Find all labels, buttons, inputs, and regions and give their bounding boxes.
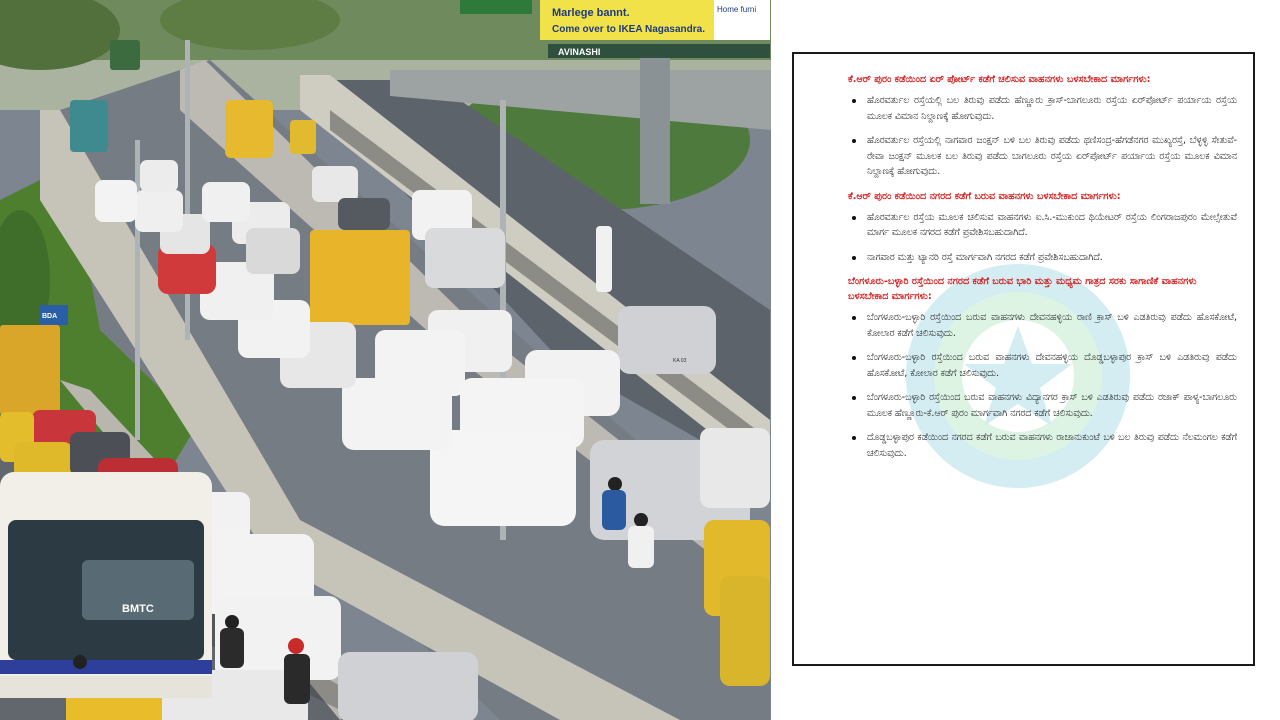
bmtc-bus [0, 472, 212, 698]
billboard-line2: Come over to IKEA Nagasandra. [552, 24, 706, 35]
list-item: ಹೊರವರ್ತುಲ ರಸ್ತೆಯಲ್ಲಿ ಬಲ ತಿರುವು ಪಡೆದು ಹೆಣ್ಣೂರು ಕ್ರಾಸ್-ಬಾಗಲೂರು ರಸ್ತೆಯ ಏರ್‌ಪೋರ್ಟ್ ಪರ್ಯಾಯ ರಸ್ತೆಯ ಮೂಲಕ ವಿಮಾನ ನಿಲ್ದಾಣಕ್ಕೆ ಹೋಗುವುದು. [812, 93, 1237, 124]
billboard-line1: Marlege bannt. [552, 7, 630, 19]
notice-content [812, 72, 1237, 470]
section-heading-goods-vehicle-routes: ಬೆಂಗಳೂರು-ಬಳ್ಳಾರಿ ರಸ್ತೆಯಿಂದ ನಗರದ ಕಡೆಗೆ ಬರುವ ಭಾರಿ ಮತ್ತು ಮಧ್ಯಮ ಗಾತ್ರದ ಸರಕು ಸಾಗಾಣಿಕೆ ವಾಹನಗಳು ಬಳಸಬೇಕಾದ ಮಾರ್ಗಗಳು: [848, 276, 1197, 302]
section-heading-city-routes: ಕೆ.ಆರ್ ಪುರಂ ಕಡೆಯಿಂದ ನಗರದ ಕಡೆಗೆ ಬರುವ ವಾಹನಗಳು ಬಳಸಬೇಕಾದ ಮಾರ್ಗಗಳು: [848, 190, 1121, 202]
list-item: ಹೊರವರ್ತುಲ ರಸ್ತೆಯ ಮೂಲಕ ಚಲಿಸುವ ವಾಹನಗಳು ಐ.ಸಿ.-ಮುಕುಂದ ಥಿಯೇಟರ್ ರಸ್ತೆಯ ಲಿಂಗರಾಜಪುರಂ ಮೇಲ್ಸೇತುವೆ ಮಾರ್ಗ ಮೂಲಕ ನಗರದ ಕಡೆಗೆ ಪ್ರವೇಶಿಸಬಹುದಾಗಿದೆ. [812, 210, 1237, 241]
list-item: ಬೆಂಗಳೂರು-ಬಳ್ಳಾರಿ ರಸ್ತೆಯಿಂದ ಬರುವ ವಾಹನಗಳು ದೇವನಹಳ್ಳಿಯ ರಾಣಿ ಕ್ರಾಸ್ ಬಳಿ ಎಡತಿರುವು ಪಡೆದು ಹೊಸಕೋಟೆ, ಕೋಲಾರ ಕಡೆಗೆ ಚಲಿಸುವುದು. [812, 310, 1237, 341]
billboard-right-text: Home furni [717, 5, 757, 14]
bda-sign: BDA [42, 313, 58, 320]
section-heading-airport-routes: ಕೆ.ಆರ್ ಪುರಂ ಕಡೆಯಿಂದ ಏರ್ ಪೋರ್ಟ್ ಕಡೆಗೆ ಚಲಿಸುವ ವಾಹನಗಳು ಬಳಸಬೇಕಾದ ಮಾರ್ಗಗಳು: [848, 74, 1151, 85]
airport-routes-list [812, 93, 1237, 180]
bus-label: BMTC [122, 603, 154, 615]
avinashi-sign: AVINASHI [558, 47, 601, 57]
top-divider [771, 0, 1280, 3]
list-item: ಬೆಂಗಳೂರು-ಬಳ್ಳಾರಿ ರಸ್ತೆಯಿಂದ ಬರುವ ವಾಹನಗಳು ದೇವನಹಳ್ಳಿಯ ದೊಡ್ಡಬಳ್ಳಾಪುರ ಕ್ರಾಸ್ ಬಳಿ ಎಡತಿರುವು ಪಡೆದು ಹೊಸಕೋಟೆ, ಕೋಲಾರ ಕಡೆಗೆ ಚಲಿಸುವುದು. [812, 350, 1237, 381]
list-item: ಹೊರವರ್ತುಲ ರಸ್ತೆಯಲ್ಲಿ ನಾಗವಾರ ಜಂಕ್ಷನ್ ಬಳಿ ಬಲ ತಿರುವು ಪಡೆದು ಥಣಿಸಂದ್ರ-ಹೆಗಡೆನಗರ ಮುಖ್ಯರಸ್ತೆ, ಬೆಳ್ಳಳ್ಳಿ ಸೇತುವೆ-ರೇವಾ ಜಂಕ್ಷನ್ ಮೂಲಕ ಬಲ ತಿರುವು ಪಡೆದು ಬಾಗಲೂರು ರಸ್ತೆಯ ಏರ್‌ಪೋರ್ಟ್ ಪರ್ಯಾಯ ರಸ್ತೆಯ ಮೂಲಕ ವಿಮಾನ ನಿಲ್ದಾಣಕ್ಕೆ ಹೋಗುವುದು. [812, 133, 1237, 180]
list-item: ಬೆಂಗಳೂರು-ಬಳ್ಳಾರಿ ರಸ್ತೆಯಿಂದ ಬರುವ ವಾಹನಗಳು ವಿದ್ಯಾನಗರ ಕ್ರಾಸ್ ಬಳಿ ಎಡತಿರುವು ಪಡೆದು ರಜಾಕ್ ಪಾಳ್ಯ-ಬಾಗಲೂರು ಮೂಲಕ ಹೆಣ್ಣೂರು-ಕೆ.ಆರ್ ಪುರಂ ಮಾರ್ಗವಾಗಿ ನಗರದ ಕಡೆಗೆ ಚಲಿಸುವುದು. [812, 390, 1237, 421]
city-routes-list [812, 210, 1237, 266]
plate-text: KA 03 [673, 358, 687, 364]
list-item: ದೊಡ್ಡಬಳ್ಳಾಪುರ ಕಡೆಯಿಂದ ನಗರದ ಕಡೆಗೆ ಬರುವ ವಾಹನಗಳು ರಾಜಾನುಕುಂಟೆ ಬಳಿ ಬಲ ತಿರುವು ಪಡೆದು ನೆಲಮಂಗಲ ಕಡೆಗೆ ಚಲಿಸುವುದು. [812, 430, 1237, 461]
goods-vehicle-routes-list [812, 310, 1237, 461]
list-item: ನಾಗವಾರ ಮತ್ತು ಟ್ಯಾನರಿ ರಸ್ತೆ ಮಾರ್ಗವಾಗಿ ನಗರದ ಕಡೆಗೆ ಪ್ರವೇಶಿಸಬಹುದಾಗಿದೆ. [812, 250, 1237, 266]
traffic-advisory-notice [792, 52, 1255, 666]
